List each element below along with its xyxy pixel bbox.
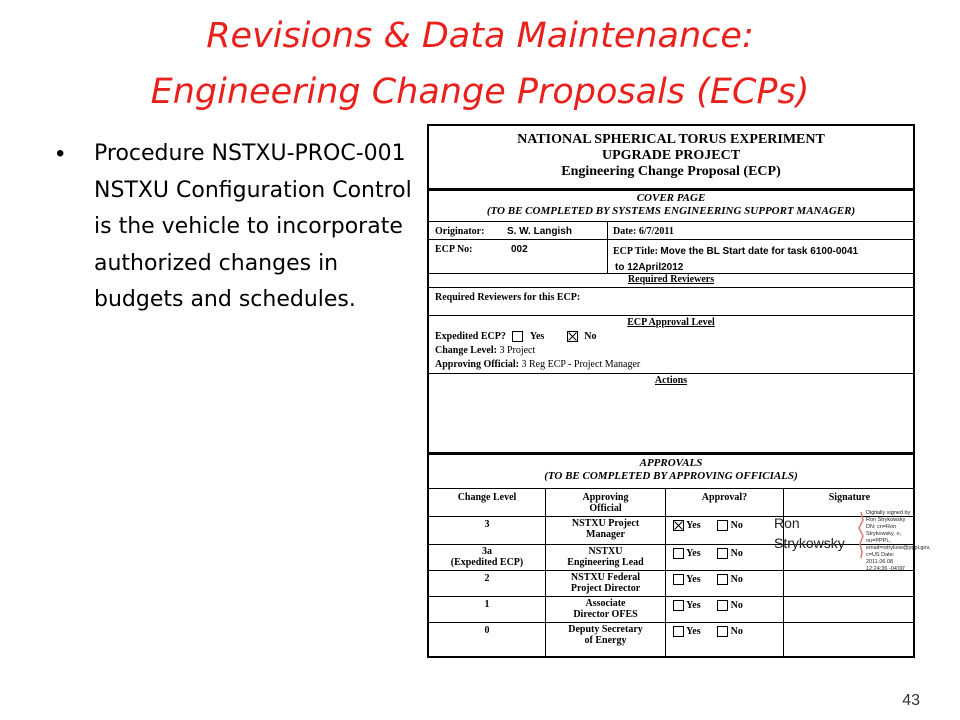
row1-official-line2: Manager [586, 529, 625, 540]
row3-official-line1: NSTXU Federal [570, 572, 641, 583]
row4-yes-label: Yes [686, 600, 701, 611]
row2-level-line1: 3a [482, 546, 492, 557]
row3-yes-checkbox-icon [673, 574, 684, 585]
row2-official-line1: NSTXU [588, 546, 623, 557]
row4-official [546, 598, 665, 620]
row5-no-label: No [730, 626, 743, 637]
row4-official-line2: Director OFES [573, 609, 638, 620]
row1-yes-checkbox-icon [673, 520, 684, 531]
row3-official [546, 572, 665, 594]
signature-name-line2: Strykowsky [774, 535, 845, 551]
slide-title-line1: Revisions & Data Maintenance: [206, 16, 754, 56]
row5-official-line2: of Energy [584, 635, 627, 646]
row4-yes-checkbox-icon [673, 600, 684, 611]
row1-yes-label: Yes [686, 520, 701, 531]
form-header-line1: NATIONAL SPHERICAL TORUS EXPERIMENT [517, 132, 825, 147]
row2-level-line2: (Expedited ECP) [450, 557, 524, 568]
signature-detail: Digitally signed by Ron Strykowsky DN: cn=Ron Strykowsky, o, ou=PPPL, email=rstrykow@pppl.gov, c=US Date: 2011.06.08 12:24:36 -04'00' [866, 510, 931, 572]
row2-official-line2: Engineering Lead [567, 557, 644, 568]
actions-title: Actions [654, 375, 688, 386]
col-approving-official-line1: Approving [582, 492, 629, 503]
row3-no-label: No [730, 574, 743, 585]
approving-official-label: Approving Official: [435, 359, 519, 370]
col-change-level: Change Level [457, 492, 517, 503]
signature-mark-icon [857, 510, 865, 560]
change-level-row [435, 345, 919, 356]
expedited-label: Expedited ECP? [435, 331, 506, 342]
row2-official [546, 546, 665, 568]
page-number: 43 [902, 692, 920, 709]
expedited-yes-label: Yes [529, 331, 545, 342]
required-reviewers-title: Required Reviewers [627, 274, 715, 285]
ecp-title-value-line2: to 12April2012 [615, 262, 684, 273]
row5-level: 0 [484, 625, 490, 636]
cover-subtitle: (TO BE COMPLETED BY SYSTEMS ENGINEERING SUPPORT MANAGER) [486, 205, 856, 217]
cover-page-heading [429, 192, 913, 218]
ecp-title-label: ECP Title: [613, 246, 658, 257]
row3-yes-label: Yes [686, 574, 701, 585]
approving-official-row [435, 359, 919, 370]
row1-no-checkbox-icon [717, 520, 728, 531]
row1-official-line1: NSTXU Project [571, 518, 640, 529]
approvals-subtitle: (TO BE COMPLETED BY APPROVING OFFICIALS) [544, 470, 798, 482]
expedited-row [435, 331, 919, 342]
ecp-form-image [427, 124, 931, 658]
signature-name-line1: Ron [774, 515, 800, 531]
row5-yes-label: Yes [686, 626, 701, 637]
form-header-line2: UPGRADE PROJECT [601, 148, 741, 163]
form-header-line3: Engineering Change Proposal (ECP) [561, 164, 781, 179]
date-value: 6/7/2011 [638, 226, 674, 237]
row4-official-line1: Associate [585, 598, 626, 609]
row5-no-checkbox-icon [717, 626, 728, 637]
change-level-value: 3 Project [499, 345, 536, 356]
date-row [613, 226, 960, 237]
ecp-no-label: ECP No: [435, 244, 473, 255]
row4-no-checkbox-icon [717, 600, 728, 611]
ecp-title-row [613, 244, 960, 276]
row1-official [546, 518, 665, 540]
expedited-no-label: No [584, 331, 597, 342]
required-reviewers-label: Required Reviewers for this ECP: [435, 292, 581, 303]
ecp-title-value-line1: Move the BL Start date for task 6100-0041 [660, 246, 859, 257]
row1-no-label: No [730, 520, 743, 531]
col-approving-official [546, 492, 665, 514]
row2-yes-checkbox-icon [673, 548, 684, 559]
date-label: Date: [613, 226, 637, 237]
row4-approval [673, 600, 743, 611]
row2-no-checkbox-icon [717, 548, 728, 559]
col-approving-official-line2: Official [589, 503, 622, 514]
slide-title [0, 8, 960, 120]
row3-official-line2: Project Director [570, 583, 641, 594]
row2-no-label: No [730, 548, 743, 559]
ecp-no-value: 002 [511, 244, 528, 255]
approval-level-title: ECP Approval Level [627, 317, 715, 328]
change-level-label: Change Level: [435, 345, 497, 356]
bullet-text: Procedure NSTXU-PROC-001 NSTXU Configuration Control is the vehicle to incorporate authorized changes in budgets and schedules. [94, 141, 412, 312]
row3-no-checkbox-icon [717, 574, 728, 585]
row5-yes-checkbox-icon [673, 626, 684, 637]
approvals-heading [429, 457, 913, 483]
approving-official-value: 3 Reg ECP - Project Manager [521, 359, 641, 370]
row4-level: 1 [484, 599, 490, 610]
originator-value: S. W. Langish [506, 226, 572, 237]
form-header [429, 132, 913, 180]
bullet-dot-icon: • [56, 140, 65, 167]
col-approval: Approval? [701, 492, 748, 503]
row2-level [429, 546, 545, 568]
row5-approval [673, 626, 743, 637]
cover-title: COVER PAGE [636, 192, 706, 204]
approvals-title: APPROVALS [639, 457, 703, 469]
row2-yes-label: Yes [686, 548, 701, 559]
originator-label: Originator: [435, 226, 485, 237]
row1-approval [673, 520, 743, 531]
row1-level: 3 [484, 519, 490, 530]
col-signature: Signature [828, 492, 871, 503]
row3-approval [673, 574, 743, 585]
expedited-no-checkbox-icon [567, 331, 578, 342]
row4-no-label: No [730, 600, 743, 611]
signature-name [774, 513, 845, 553]
row3-level: 2 [484, 573, 490, 584]
row5-official-line1: Deputy Secretary [568, 624, 643, 635]
row2-approval [673, 548, 743, 559]
slide-title-line2: Engineering Change Proposals (ECPs) [150, 72, 810, 112]
row5-official [546, 624, 665, 646]
expedited-yes-checkbox-icon [512, 331, 523, 342]
